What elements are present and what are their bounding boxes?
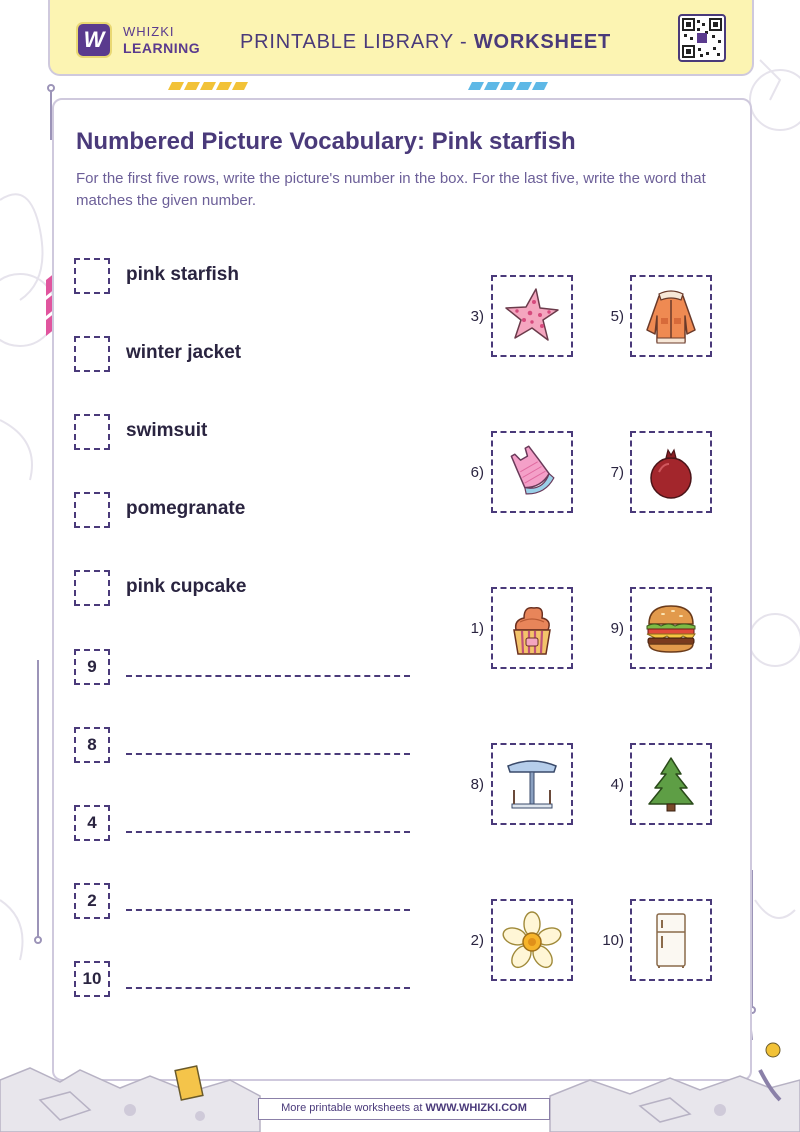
picture-card: [491, 431, 575, 515]
vocab-word: swimsuit: [126, 420, 208, 441]
pomegranate-icon: [641, 442, 701, 502]
picture-number: 4): [610, 776, 624, 793]
vocab-word: pomegranate: [126, 498, 246, 519]
picture-card: [491, 587, 575, 671]
header-title-prefix: PRINTABLE LIBRARY -: [240, 31, 474, 53]
brand-bottom: LEARNING: [123, 40, 201, 56]
footer-banner: [258, 1098, 550, 1120]
answer-box[interactable]: [74, 336, 110, 372]
qr-code: [678, 14, 726, 62]
picture-card: [630, 743, 714, 827]
answer-line[interactable]: [126, 909, 410, 911]
picture-card: [491, 275, 575, 359]
worksheet-instructions: For the first five rows, write the picture's number in the box. For the last five, write the word that matches the given number.: [76, 170, 706, 209]
number-box: 10: [74, 961, 110, 997]
picture-number: 1): [470, 620, 484, 637]
blue-stripes-decoration: [468, 80, 548, 92]
answer-box[interactable]: [74, 492, 110, 528]
fridge-icon: [641, 910, 701, 970]
answer-line[interactable]: [126, 987, 410, 989]
vocab-word: pink cupcake: [126, 576, 247, 597]
picture-card: [630, 275, 714, 359]
header-title-bold: WORKSHEET: [473, 31, 612, 53]
number-box: 9: [74, 649, 110, 685]
picture-card: [630, 431, 714, 515]
answer-line[interactable]: [126, 753, 410, 755]
picture-number: 9): [610, 620, 624, 637]
picture-card: [491, 743, 575, 827]
starfish-icon: [502, 286, 562, 346]
pine-tree-icon: [641, 754, 701, 814]
answer-line[interactable]: [126, 831, 410, 833]
number-box: 2: [74, 883, 110, 919]
answer-box[interactable]: [74, 570, 110, 606]
cupcake-icon: [502, 598, 562, 658]
picture-number: 2): [470, 932, 484, 949]
picture-number: 5): [610, 308, 624, 325]
footer-prefix: More printable worksheets at: [281, 1102, 426, 1114]
umbrella-icon: [502, 754, 562, 814]
picture-card: [630, 587, 714, 671]
number-box: 4: [74, 805, 110, 841]
jacket-icon: [641, 286, 701, 346]
whizki-logo: W: [76, 22, 112, 58]
answer-line[interactable]: [126, 675, 410, 677]
daffodil-icon: [502, 910, 562, 970]
answer-box[interactable]: [74, 258, 110, 294]
footer-link[interactable]: WWW.WHIZKI.COM: [425, 1102, 527, 1114]
picture-number: 6): [470, 464, 484, 481]
header-title: [240, 31, 611, 54]
swimsuit-icon: [502, 442, 562, 502]
worksheet-header: [48, 0, 754, 76]
picture-card: [630, 899, 714, 983]
yellow-stripes-decoration: [168, 80, 248, 92]
brand-name: [123, 23, 200, 57]
vocab-word: winter jacket: [126, 342, 242, 363]
qr-code-icon: [680, 16, 724, 60]
number-box: 8: [74, 727, 110, 763]
answer-box[interactable]: [74, 414, 110, 450]
picture-number: 8): [470, 776, 484, 793]
picture-number: 10): [602, 932, 624, 949]
worksheet-title: Numbered Picture Vocabulary: Pink starfish: [76, 128, 576, 155]
picture-number: 3): [470, 308, 484, 325]
burger-icon: [641, 598, 701, 658]
vocab-word: pink starfish: [126, 264, 239, 285]
picture-card: [491, 899, 575, 983]
brand-top: WHIZKI: [123, 24, 175, 39]
picture-number: 7): [610, 464, 624, 481]
